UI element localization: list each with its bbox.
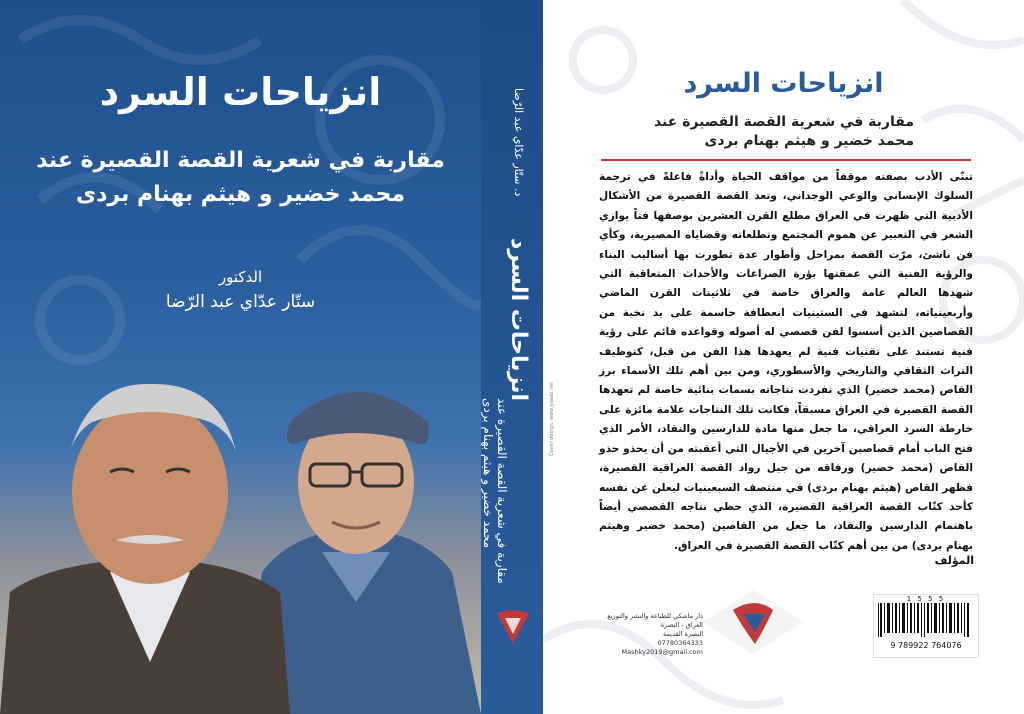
front-author-name: ستّار عدّاي عبد الرّضا [165,292,316,312]
spine-subtitle-line2: محمد خضير و هيثم بهنام بردى [481,398,495,549]
barcode-isbn-digits: 9 789922 764076 [890,641,962,650]
back-blurb-text: تبنّى الأدب بصفته موقفاً من مواقف الحياة وأداةً فاعلةً في ترجمة السلوك الإنساني والوعي الوجداني، وتعد القصة القصيرة من الأشكال الأدبية التي ظهرت في العراق مطلع القرن العشرين بوصفها فناً يوازي الشعر في التعبير عن هموم المجتمع وتطلعاته وقضاياه المصيرية، وكأي فن ناشئ، مرّت القصة بمراحل وأطوار عدة تطورت بها أساليب البناء والرؤية الفنية التي عمقتها بؤرة الصراعات والأحداث المتعاقبة التي شهدها العالم عامة والعراق خاصة في ثلاثينات القرن الماضي وأربعينياته، لتشهد في الستينيات انعطافة حاسمة على يد نخبة من القصاصين الذين أسسوا لفن قصصي له أصوله وقواعده قائم على رؤية فنية تستند على تقنيات فنية لم يعهدها هذا الفن من قبل، كتوظيف التراث الثقافي والتاريخي والأسطوري، ومن بين أهم تلك الأسماء برز القاص (محمد خضير) الذي تفردت نتاجاته بسمات بنائية خاصة لم تعهدها القصة القصيرة في العراق مسبقاً، فكانت تلك النتاجات علامة مائزة على خارطة السرد العراقي، ما جعل منها مادة للدارسين والنقاد، الأمر الذي فتح الباب أمام قصاصين آخرين في الأجيال التي أعقبته من أن يحذو حذو القاص (محمد خضير) ورفاقه من جيل رواد القصة العراقية القصيرة، فظهر القاص (هيثم بهنام بردى) في منتصف السبعينيات ليعلن عن نفسه كأحد كتّاب القصة العراقية القصيرة، الذي حظي نتاجه القصصي أيضاً باهتمام الدارسين والنقاد، ما جعل من القاصين (محمد خضير وهيثم بهنام بردى) من بين أهم كتّاب القصة القصيرة في العراق. [599,171,973,552]
barcode-top-digits: 1 5 5 5 [906,595,946,603]
back-subtitle-line1: مقاربة في شعرية القصة القصيرة عند [653,114,914,130]
title-divider [601,159,971,161]
back-author-signature: المؤلف [934,554,974,567]
front-doctor-label: الدكتور [218,268,263,286]
spine-subtitle-line1: مقاربة في شعرية القصة القصيرة عند [495,398,509,584]
front-cover [0,0,481,714]
back-publisher-logo-icon [703,590,803,654]
publisher-contact-info: دار ماشكي للطباعة والنشر والتوزيع العراق - البصرة البصرة القديمة 07780364333 Mashky2019@gmail.com [607,612,703,656]
back-cover [543,0,1024,714]
barcode-bars-icon [874,603,974,637]
spine-publisher-logo-icon [491,606,535,646]
book-spine [481,0,543,714]
back-book-title: انزياحات السرد [683,68,884,99]
isbn-barcode [873,594,979,658]
front-subtitle-line2: محمد خضير و هيثم بهنام بردى [75,182,406,207]
side-credit-text: Cover design: www.ysaab.net [549,381,555,456]
front-subtitle-line1: مقاربة في شعرية القصة القصيرة عند [36,148,445,173]
spine-title: انزياحات السرد [506,238,531,402]
spine-author: د. ستّار عدّاي عبد الرّضا [512,88,525,197]
portrait-grey-haired-man [0,362,290,714]
back-subtitle-line2: محمد خضير و هيثم بهنام بردى [704,133,914,149]
front-book-title: انزياحات السرد [99,70,382,114]
